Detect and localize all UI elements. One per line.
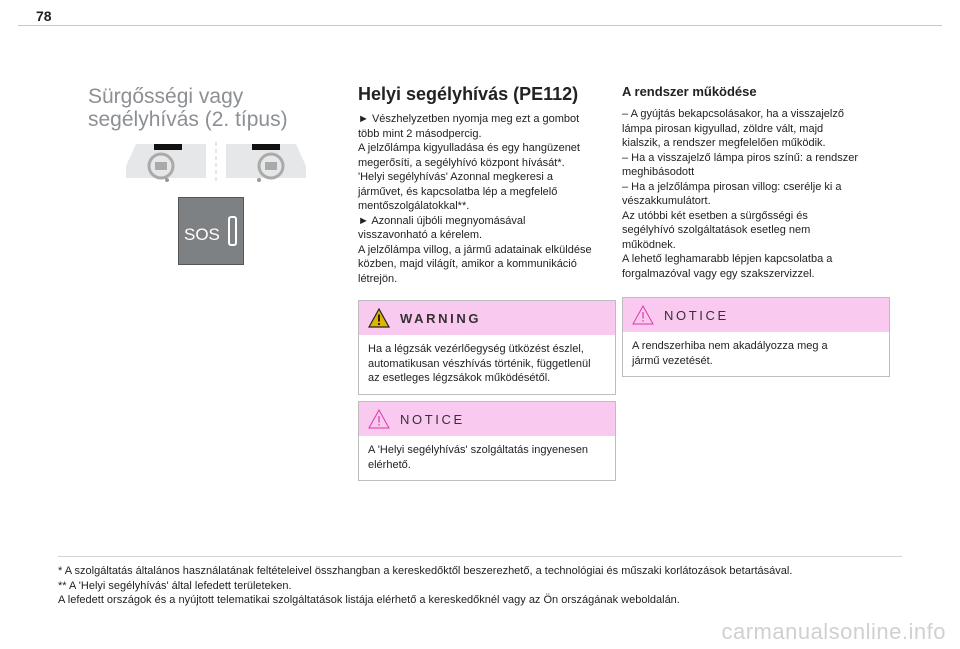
local-emergency-title: Helyi segélyhívás (PE112) [358,84,579,104]
notice-text: A rendszerhiba nem akadályozza meg a jármű vezetését. [632,340,828,367]
notice-box-right [622,297,890,377]
notice-label: NOTICE [664,307,729,323]
notice-label: NOTICE [400,411,465,427]
system-operation-body: – A gyújtás bekapcsolásakor, ha a visszajelző lámpa pirosan kigyullad, zöldre vált, majd kialszik, a rendszer megfelelően működik. – Ha a visszajelző lámpa piros színű: a rendszer meghibásodott – Ha a jelzőlámpa pirosan villog: cserélje ki a vészakkumulátort. Az utóbbi két esetben a sürgősségi és segélyhívó szolgáltatások esetleg nem működnek. A lehető leghamarabb lépjen kapcsolatba a forgalmazóval vagy egy szakszervizzel. [622,108,858,280]
notice-box-middle [358,401,616,481]
system-operation-title: A rendszer működése [622,84,757,99]
local-emergency-call-section [358,84,616,286]
notice-text: A 'Helyi segélyhívás' szolgáltatás ingyenesen elérhető. [368,444,589,471]
footnote-divider [58,556,902,557]
local-emergency-body: ► Vészhelyzetben nyomja meg ezt a gombot több mint 2 másodpercig. A jelzőlámpa kigyulladása és egy hangüzenet megerősíti, a segélyhívó központ hívását*. 'Helyi segélyhívás' Azonnal megkeresi a járművet, és kapcsolatba lép a megfelelő mentőszolgálatokkal**. ► Azonnali újbóli megnyomásával visszavonható a kérelem. A jelzőlámpa villog, a jármű adatainak elküldése közben, majd világít, amikor a kommunikáció létrejön. [358,113,592,285]
notice-triangle-icon [368,409,390,429]
watermark: carmanualsonline.info [721,619,946,644]
page-number: 78 [36,8,52,24]
notice-header [623,298,889,332]
footnotes: * A szolgáltatás általános használatának feltételeivel összhangban a kereskedőktől beszerezhető, a technológiai és műszaki korlátozások betartásával. ** A 'Helyi segélyhívás' által lefedett területeken. A lefedett országok és a nyújtott telematikai szolgáltatások listája elérhető a kereskedőknél vagy az Ön országának weboldalán. [58,565,793,606]
warning-text: Ha a légzsák vezérlőegység ütközést észlel, automatikusan vészhívás történik, függetlenül az esetleges légzsákok működésétől. [368,343,591,384]
sos-label: SOS [184,225,220,244]
warning-box [358,300,616,395]
top-divider [18,25,942,26]
system-operation-section [622,84,888,281]
notice-header [359,402,615,436]
sos-button-illustration [178,197,244,265]
warning-header [359,301,615,335]
section-title-emergency-call: Sürgősségi vagy segélyhívás (2. típus) [88,85,288,131]
notice-triangle-icon [632,305,654,325]
warning-label: WARNING [400,310,482,326]
dashboard-illustration [126,138,306,186]
warning-triangle-icon [368,308,390,328]
